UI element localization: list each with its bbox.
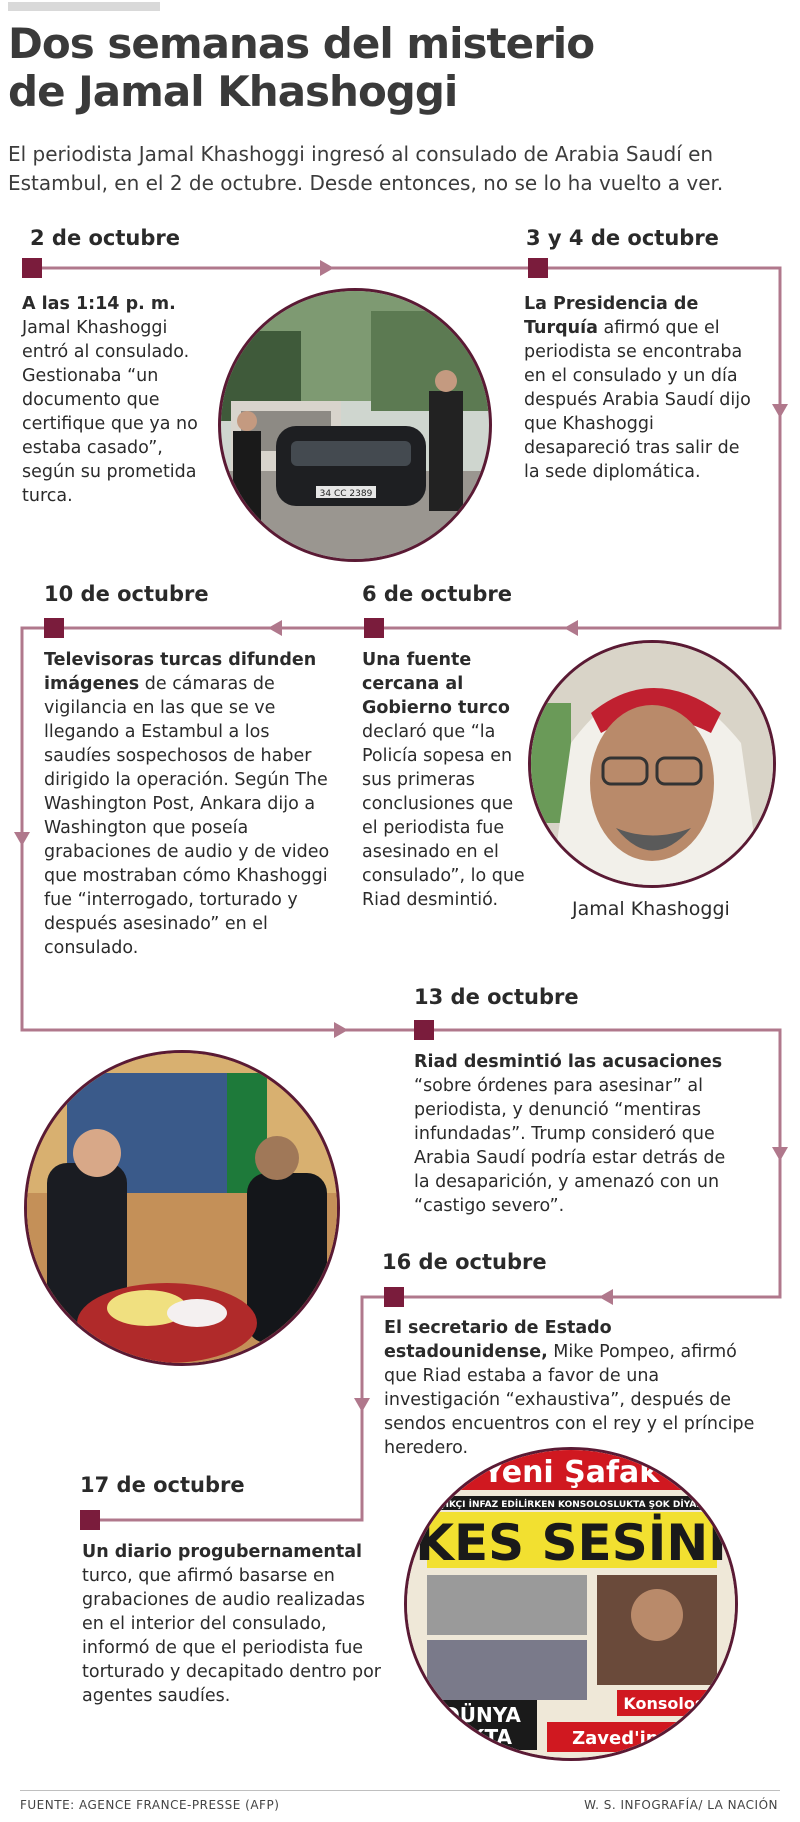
- event-text-oct-6: Una fuente cercana al Gobierno turco declaró que “la Policía sopesa en sus primeras conclusiones que el periodista fue asesinado en el consulado”, lo que Riad desmintió.: [362, 650, 525, 910]
- svg-text:Konsolos k: Konsolos k: [623, 1694, 721, 1713]
- date-oct-3-4: 3 y 4 de octubre: [526, 226, 719, 250]
- page-title: Dos semanas del misterio de Jamal Khashoggi: [8, 19, 595, 116]
- marker-oct-17: [80, 1510, 100, 1530]
- svg-text:KES SESİNİ: KES SESİNİ: [415, 1514, 727, 1572]
- date-oct-10: 10 de octubre: [44, 582, 209, 606]
- date-oct-17: 17 de octubre: [80, 1473, 245, 1497]
- marker-oct-16: [384, 1287, 404, 1307]
- event-text-oct-3-4: La Presidencia de Turquía afirmó que el periodista se encontraba en el consulado y un día después Arabia Saudí dijo que Khashoggi desapareció tras salir de la sede diplomática.: [524, 294, 751, 482]
- event-text-oct-16: El secretario de Estado estadounidense, Mike Pompeo, afirmó que Riad estaba a favor de una investigación “exhaustiva”, después de sendos encuentros con el rey y el príncipe heredero.: [384, 1318, 755, 1458]
- event-text-oct-10: Televisoras turcas difunden imágenes de cámaras de vigilancia en las que se ve llegando a Estambul a los saudíes sospechosos de haber dirigido la operación. Según The Washington Post, Ankara dijo a Washington que poseía grabaciones de audio y de video que mostraban cómo Khashoggi fue “interrogado, torturado y después asesinado” en el consulado.: [44, 650, 330, 958]
- date-oct-13: 13 de octubre: [414, 985, 579, 1009]
- date-oct-2: 2 de octubre: [30, 226, 181, 250]
- lead-paragraph: El periodista Jamal Khashoggi ingresó al consulado de Arabia Saudí en Estambul, en el 2 de octubre. Desde entonces, no se lo ha vuelto a ver.: [8, 142, 724, 195]
- footer-source: FUENTE: AGENCE FRANCE-PRESSE (AFP): [20, 1798, 280, 1812]
- svg-text:Zaved'in kir: Zaved'in kir: [572, 1728, 692, 1749]
- event-text-oct-17: Un diario progubernamental turco, que afirmó basarse en grabaciones de audio realizadas en el interior del consulado, informó de que el periodista fue torturado y decapitado dentro por agentes saudíes.: [82, 1542, 382, 1706]
- date-oct-6: 6 de octubre: [362, 582, 513, 606]
- khashoggi-portrait: [528, 640, 776, 888]
- svg-text:DÜNYA: DÜNYA: [443, 1703, 521, 1727]
- svg-text:34 CC 2389: 34 CC 2389: [319, 489, 373, 499]
- footer-credit: W. S. INFOGRAFÍA/ LA NACIÓN: [584, 1798, 778, 1812]
- newspaper-photo: [404, 1447, 738, 1761]
- marker-oct-2: [22, 258, 42, 278]
- svg-text:KAŞIKÇI İNFAZ EDİLİRKEN KONSOL: KAŞIKÇI İNFAZ EDİLİRKEN KONSOLOSLUKTA ŞOK DİYALOG: [425, 1500, 717, 1510]
- marker-oct-10: [44, 618, 64, 638]
- marker-oct-3-4: [528, 258, 548, 278]
- marker-oct-6: [364, 618, 384, 638]
- portrait-caption: Jamal Khashoggi: [572, 898, 730, 920]
- consulate-photo: [218, 288, 492, 562]
- meeting-photo: [24, 1050, 340, 1366]
- date-oct-16: 16 de octubre: [382, 1250, 547, 1274]
- marker-oct-13: [414, 1020, 434, 1040]
- event-text-oct-13: Riad desmintió las acusaciones “sobre órdenes para asesinar” al periodista, y denunció “mentiras infundadas”. Trump consideró que Arabia Saudí podría estar detrás de la desaparición, y amenazó con un “castigo severo”.: [414, 1052, 726, 1216]
- footer-divider: [20, 1790, 780, 1791]
- svg-text:OKTA: OKTA: [451, 1725, 513, 1749]
- event-text-oct-2: A las 1:14 p. m. Jamal Khashoggi entró al consulado. Gestionaba “un documento que certifique que ya no estaba casado”, según su prometida turca.: [22, 294, 198, 506]
- svg-text:Yeni Şafak: Yeni Şafak: [482, 1455, 660, 1490]
